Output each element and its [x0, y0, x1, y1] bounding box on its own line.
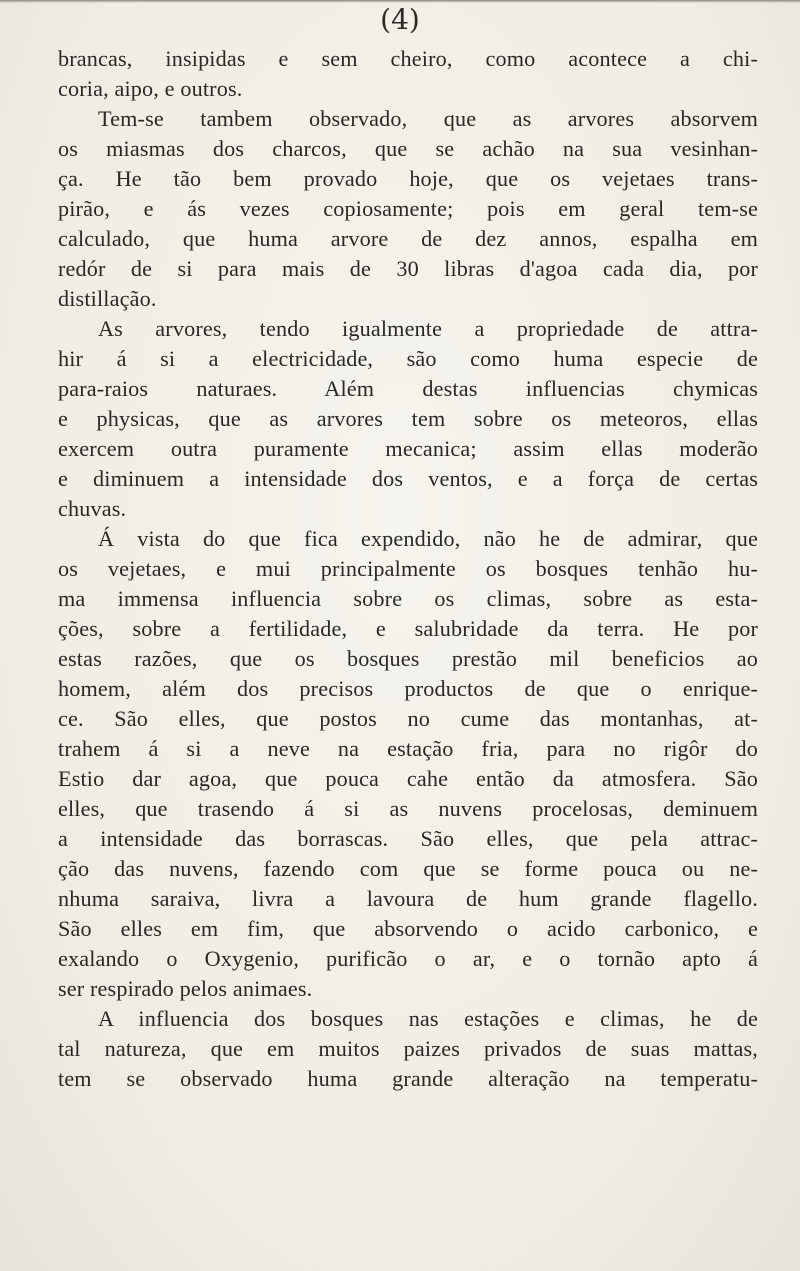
text-line: homem, além dos precisos productos de que o enrique-: [58, 676, 758, 701]
text-line: Estio dar agoa, que pouca cahe então da atmosfera. São: [58, 766, 758, 791]
text-line: para-raios naturaes. Além destas influencias chymicas: [58, 376, 758, 401]
text-line: tem se observado huma grande alteração na temperatu-: [58, 1066, 758, 1091]
text-line: ma immensa influencia sobre os climas, sobre as esta-: [58, 586, 758, 611]
text-line: trahem á si a neve na estação fria, para no rigôr do: [58, 736, 758, 761]
text-line: os miasmas dos charcos, que se achão na sua vesinhan-: [58, 136, 758, 161]
text-line: exalando o Oxygenio, purificão o ar, e o tornão apto á: [58, 946, 758, 971]
text-line: distillação.: [58, 286, 157, 311]
text-line: tal natureza, que em muitos paizes privados de suas mattas,: [58, 1036, 758, 1061]
text-line: e diminuem a intensidade dos ventos, e a força de certas: [58, 466, 758, 491]
text-line: redór de si para mais de 30 libras d'agoa cada dia, por: [58, 256, 758, 281]
text-line: elles, que trasendo á si as nuvens procelosas, deminuem: [58, 796, 758, 821]
text-line: ça. He tão bem provado hoje, que os vejetaes trans-: [58, 166, 758, 191]
text-line: pirão, e ás vezes copiosamente; pois em geral tem-se: [58, 196, 758, 221]
text-line: As arvores, tendo igualmente a propriedade de attra-: [98, 316, 758, 341]
text-line: brancas, insipidas e sem cheiro, como acontece a chi-: [58, 46, 758, 71]
text-line: exercem outra puramente mecanica; assim ellas moderão: [58, 436, 758, 461]
text-line: ser respirado pelos animaes.: [58, 976, 313, 1001]
text-line: ce. São elles, que postos no cume das montanhas, at-: [58, 706, 758, 731]
text-line: A influencia dos bosques nas estações e climas, he de: [98, 1006, 758, 1031]
text-line: e physicas, que as arvores tem sobre os meteoros, ellas: [58, 406, 758, 431]
text-line: hir á si a electricidade, são como huma especie de: [58, 346, 758, 371]
text-line: São elles em fim, que absorvendo o acido carbonico, e: [58, 916, 758, 941]
text-line: chuvas.: [58, 496, 127, 521]
text-line: Á vista do que fica expendido, não he de admirar, que: [98, 526, 758, 551]
text-line: nhuma saraiva, livra a lavoura de hum grande flagello.: [58, 886, 758, 911]
text-line: ção das nuvens, fazendo com que se forme pouca ou ne-: [58, 856, 758, 881]
text-line: a intensidade das borrascas. São elles, que pela attrac-: [58, 826, 758, 851]
page-number: (4): [380, 3, 420, 36]
text-line: calculado, que huma arvore de dez annos, espalha em: [58, 226, 758, 251]
text-line: Tem-se tambem observado, que as arvores absorvem: [98, 106, 758, 131]
text-line: ções, sobre a fertilidade, e salubridade da terra. He por: [58, 616, 758, 641]
text-line: coria, aipo, e outros.: [58, 76, 243, 101]
text-line: estas razões, que os bosques prestão mil beneficios ao: [58, 646, 758, 671]
body-text: [58, 44, 758, 1094]
text-line: os vejetaes, e mui principalmente os bosques tenhão hu-: [58, 556, 758, 581]
